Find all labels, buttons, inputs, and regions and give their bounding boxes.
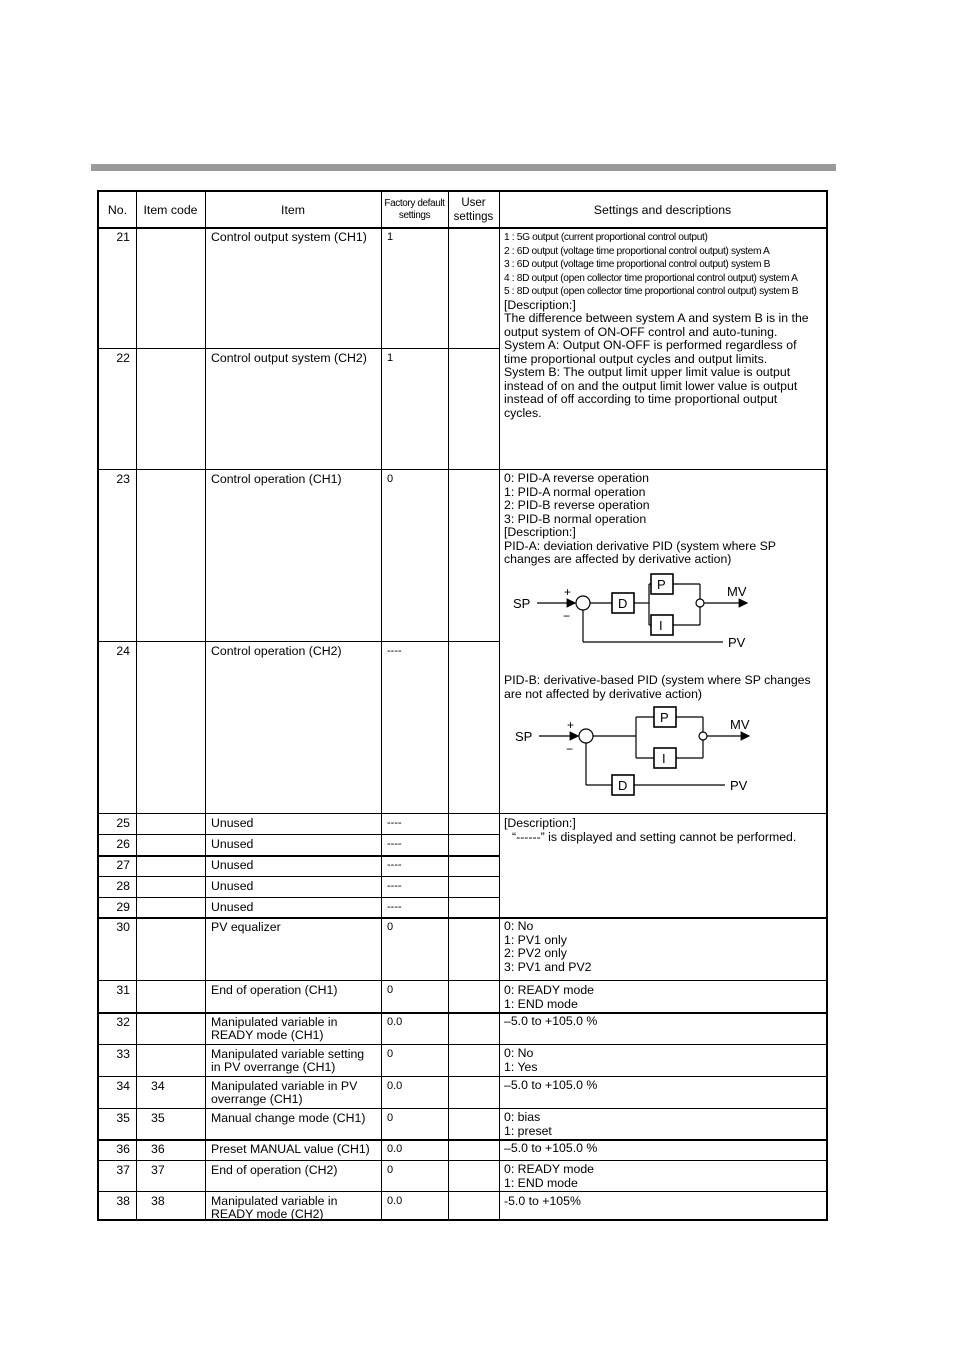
col-divider	[499, 192, 500, 1219]
row-factory-default: 0	[387, 1164, 394, 1176]
pid-b-pv-label: PV	[730, 778, 748, 793]
top-rule	[91, 164, 836, 171]
pid-a-pv-label: PV	[728, 635, 746, 650]
row-divider	[99, 1108, 826, 1109]
row-number: 31	[116, 983, 130, 997]
settings-table	[97, 190, 828, 1221]
mv-overrange-description: –5.0 to +105.0 %	[504, 1078, 598, 1092]
row-number: 23	[116, 472, 130, 486]
row-factory-default: 0	[387, 984, 394, 996]
output-system-description: 1 : 5G output (current proportional control output) 2 : 6D output (voltage time proportional control output) system A 3 : 6D output (voltage time proportional control output) system B 4 : 8D output (open collector time proportional control output) system A 5 : 8D output (open collector time proportional control output) system B [Description:] The difference between system A and system B is in the output system of ON-OFF control and auto-tuning. System A: Output ON-OFF is performed regardless of time proportional output cycles and output limits. System B: The output limit upper limit value is output instead of on and the output limit lower value is output instead of off according to time proportional output cycles.	[504, 232, 809, 420]
pid-a-plus: +	[564, 585, 572, 599]
pid-a-sp-label: SP	[513, 596, 531, 611]
row-divider	[99, 897, 499, 898]
svg-text:P: P	[660, 710, 669, 725]
header-item-code: Item code	[143, 202, 198, 217]
row-item-name: Unused	[211, 879, 254, 893]
row-factory-default: ----	[387, 901, 402, 913]
row-factory-default: 0.0	[387, 1080, 403, 1092]
row-number: 29	[116, 900, 130, 914]
row-number: 35	[116, 1111, 130, 1125]
mv-overrange-setting-description: 0: No 1: Yes	[504, 1046, 538, 1074]
col-divider	[381, 192, 382, 1219]
row-divider	[99, 641, 499, 642]
pv-equalizer-description: 0: No 1: PV1 only 2: PV2 only 3: PV1 and PV2	[504, 919, 592, 974]
row-divider	[99, 1076, 826, 1077]
row-divider	[99, 348, 499, 349]
row-number: 32	[116, 1015, 130, 1029]
row-item-name: End of operation (CH2)	[211, 1163, 338, 1177]
row-number: 37	[116, 1163, 130, 1177]
row-item-code: 38	[151, 1194, 165, 1208]
pid-a-minus: −	[563, 609, 571, 623]
header-settings: Settings and descriptions	[593, 202, 732, 217]
row-divider	[99, 1160, 826, 1161]
preset-manual-description: –5.0 to +105.0 %	[504, 1141, 598, 1155]
row-item-name: Unused	[211, 837, 254, 851]
pid-b-sp-label: SP	[515, 729, 533, 744]
header-item: Item	[281, 202, 305, 217]
row-number: 33	[116, 1047, 130, 1061]
manual-change-description: 0: bias 1: preset	[504, 1110, 552, 1138]
row-factory-default: 0.0	[387, 1016, 403, 1028]
svg-text:I: I	[659, 618, 663, 633]
pid-b-mv-label: MV	[730, 717, 750, 732]
row-factory-default: ----	[387, 645, 402, 657]
row-number: 21	[116, 230, 130, 244]
row-item-name: Unused	[211, 900, 254, 914]
row-divider	[99, 834, 499, 835]
control-operation-description: 0: PID-A reverse operation 1: PID-A normal operation 2: PID-B reverse operation 3: PID-B normal operation [Description:] PID-A: deviation derivative PID (system where SP changes are affected by derivative action)	[504, 471, 776, 566]
pid-b-description: PID-B: derivative-based PID (system where SP changes are not affected by derivative action)	[504, 673, 811, 701]
header-no: No.	[107, 202, 128, 217]
row-factory-default: 0	[387, 921, 394, 933]
pid-b-plus: +	[567, 718, 575, 732]
row-factory-default: 1	[387, 231, 394, 243]
row-item-name: Control operation (CH1)	[211, 472, 342, 486]
row-number: 22	[116, 351, 130, 365]
row-divider	[99, 855, 499, 857]
row-number: 28	[116, 879, 130, 893]
row-factory-default: ----	[387, 859, 402, 871]
row-item-name: Manipulated variable in READY mode (CH2)	[211, 1194, 338, 1222]
row-item-code: 35	[151, 1111, 165, 1125]
pid-a-summing-junction	[576, 596, 590, 610]
unused-description: [Description:] “------” is displayed and setting cannot be performed.	[504, 816, 797, 844]
row-divider	[99, 813, 826, 814]
row-factory-default: ----	[387, 880, 402, 892]
row-item-name: Unused	[211, 858, 254, 872]
row-number: 24	[116, 644, 130, 658]
row-factory-default: ----	[387, 838, 402, 850]
end-op-ch2-description: 0: READY mode 1: END mode	[504, 1162, 594, 1190]
row-item-name: PV equalizer	[211, 920, 281, 934]
row-factory-default: 0	[387, 1112, 394, 1124]
row-divider	[99, 1012, 826, 1014]
row-divider	[99, 227, 826, 229]
end-op-ch1-description: 0: READY mode 1: END mode	[504, 983, 594, 1011]
col-divider	[448, 192, 449, 1219]
pid-b-minus: −	[566, 742, 574, 756]
pid-a-diagram	[507, 566, 757, 661]
row-item-code: 37	[151, 1163, 165, 1177]
svg-text:P: P	[657, 577, 666, 592]
row-number: 25	[116, 816, 130, 830]
pid-b-summing-junction	[579, 729, 593, 743]
row-item-name: Control operation (CH2)	[211, 644, 342, 658]
row-factory-default: 0.0	[387, 1195, 403, 1207]
row-divider	[99, 1191, 826, 1192]
row-factory-default: 1	[387, 352, 394, 364]
row-number: 27	[116, 858, 130, 872]
row-item-name: Control output system (CH2)	[211, 351, 367, 365]
mv-ready-ch2-description: -5.0 to +105%	[504, 1194, 581, 1208]
row-item-name: End of operation (CH1)	[211, 983, 338, 997]
row-divider	[99, 1044, 826, 1045]
header-user-settings: User settings	[453, 196, 494, 223]
row-item-name: Manipulated variable setting in PV overrange (CH1)	[211, 1047, 365, 1075]
row-number: 34	[116, 1079, 130, 1093]
col-divider	[205, 192, 206, 1219]
row-divider	[99, 917, 826, 919]
row-item-name: Manual change mode (CH1)	[211, 1111, 366, 1125]
pid-a-mv-label: MV	[727, 584, 747, 599]
row-item-code: 36	[151, 1142, 165, 1156]
row-item-name: Preset MANUAL value (CH1)	[211, 1142, 370, 1156]
row-item-name: Unused	[211, 816, 254, 830]
row-factory-default: 0.0	[387, 1143, 403, 1155]
row-number: 30	[116, 920, 130, 934]
row-factory-default: ----	[387, 817, 402, 829]
pid-b-diagram	[507, 699, 757, 804]
row-number: 36	[116, 1142, 130, 1156]
row-item-name: Manipulated variable in PV overrange (CH1)	[211, 1079, 358, 1107]
mv-ready-ch1-description: –5.0 to +105.0 %	[504, 1014, 598, 1028]
row-item-name: Control output system (CH1)	[211, 230, 367, 244]
row-number: 26	[116, 837, 130, 851]
row-number: 38	[116, 1194, 130, 1208]
row-divider	[99, 876, 499, 877]
header-factory-default: Factory default settings	[384, 197, 445, 221]
col-divider	[136, 192, 137, 1219]
row-factory-default: 0	[387, 473, 394, 485]
row-item-name: Manipulated variable in READY mode (CH1)	[211, 1015, 338, 1043]
row-divider	[99, 1139, 826, 1141]
row-divider	[99, 469, 826, 470]
row-item-code: 34	[151, 1079, 165, 1093]
svg-text:I: I	[662, 751, 666, 766]
row-factory-default: 0	[387, 1048, 394, 1060]
row-divider	[99, 980, 826, 981]
svg-text:D: D	[618, 778, 628, 793]
svg-text:D: D	[618, 596, 628, 611]
